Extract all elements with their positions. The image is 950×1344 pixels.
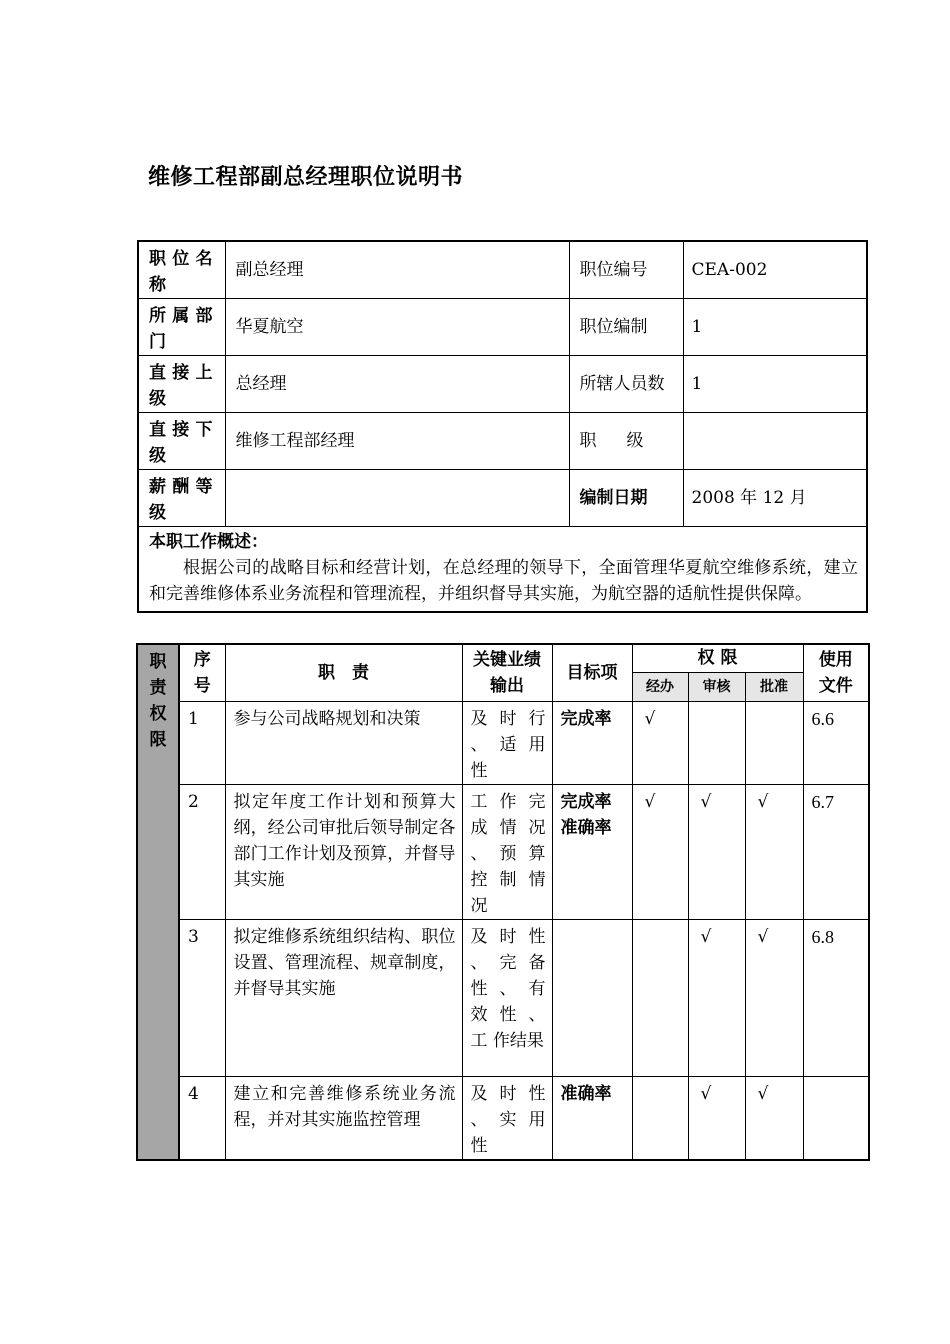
position-name-value: 副总经理 (225, 241, 569, 299)
position-name-label: 职位名称 (138, 241, 225, 299)
table-row (137, 1076, 869, 1160)
grade-label: 职级 (569, 413, 683, 470)
table-row (137, 919, 869, 1076)
row-approve: √ (745, 919, 803, 1076)
header-duty: 职 责 (225, 644, 462, 701)
row-doc: 6.7 (803, 784, 869, 919)
header-review: 审核 (688, 672, 745, 701)
row-approve: √ (745, 1076, 803, 1160)
salary-value (225, 470, 569, 527)
subordinates-count-label: 所辖人员数 (569, 356, 683, 413)
headcount-value: 1 (683, 299, 867, 356)
header-authority: 权 限 (632, 644, 803, 672)
row-duty: 拟定年度工作计划和预算大纲，经公司审批后领导制定各部门工作计划及预算，并督导其实施 (225, 784, 462, 919)
summary-text: 根据公司的战略目标和经营计划，在总经理的领导下，全面管理华夏航空维修系统，建立和完善维修体系业务流程和管理流程，并组织督导其实施，为航空器的适航性提供保障。 (149, 558, 858, 604)
table-row (137, 701, 869, 784)
position-code-value: CEA-002 (683, 241, 867, 299)
job-summary (138, 527, 867, 613)
department-value: 华夏航空 (225, 299, 569, 356)
header-kpi: 关键业绩输出 (462, 644, 552, 701)
row-doc: 6.8 (803, 919, 869, 1076)
position-info-table (137, 240, 868, 613)
headcount-label: 职位编制 (569, 299, 683, 356)
subordinate-value: 维修工程部经理 (225, 413, 569, 470)
row-approve: √ (745, 784, 803, 919)
summary-label: 本职工作概述： (149, 532, 268, 552)
row-target: 完成率 (552, 701, 632, 784)
row-review (688, 701, 745, 784)
duties-side-label: 职责权限 (137, 644, 179, 1160)
header-doc: 使用文件 (803, 644, 869, 701)
row-target: 完成率准确率 (552, 784, 632, 919)
duties-table (136, 643, 870, 1161)
row-duty: 参与公司战略规划和决策 (225, 701, 462, 784)
superior-label: 直接上级 (138, 356, 225, 413)
date-value: 2008 年 12 月 (683, 470, 867, 527)
row-review: √ (688, 784, 745, 919)
row-approve (745, 701, 803, 784)
department-label: 所属部门 (138, 299, 225, 356)
row-duty: 建立和完善维修系统业务流程，并对其实施监控管理 (225, 1076, 462, 1160)
position-code-label: 职位编号 (569, 241, 683, 299)
page-title: 维修工程部副总经理职位说明书 (148, 165, 464, 190)
superior-value: 总经理 (225, 356, 569, 413)
row-seq: 3 (179, 919, 225, 1076)
row-review: √ (688, 919, 745, 1076)
salary-label: 薪酬等级 (138, 470, 225, 527)
row-kpi: 及 时 性 、 完 备 性 、 有 效 性 、 工 作结果 (462, 919, 552, 1076)
row-handle (632, 1076, 688, 1160)
row-doc: 6.6 (803, 701, 869, 784)
table-row (137, 784, 869, 919)
row-handle: √ (632, 701, 688, 784)
row-seq: 4 (179, 1076, 225, 1160)
subordinates-count-value: 1 (683, 356, 867, 413)
row-review: √ (688, 1076, 745, 1160)
subordinate-label: 直接下级 (138, 413, 225, 470)
row-handle (632, 919, 688, 1076)
row-kpi: 工 作 完 成 情 况 、 预 算 控 制 情况 (462, 784, 552, 919)
row-duty: 拟定维修系统组织结构、职位设置、管理流程、规章制度，并督导其实施 (225, 919, 462, 1076)
date-label: 编制日期 (569, 470, 683, 527)
grade-value (683, 413, 867, 470)
header-handle: 经办 (632, 672, 688, 701)
row-doc (803, 1076, 869, 1160)
header-target: 目标项 (552, 644, 632, 701)
header-approve: 批准 (745, 672, 803, 701)
row-kpi: 及 时 行 、 适 用性 (462, 701, 552, 784)
row-seq: 2 (179, 784, 225, 919)
row-handle: √ (632, 784, 688, 919)
header-seq: 序号 (179, 644, 225, 701)
row-kpi: 及 时 性 、 实 用性 (462, 1076, 552, 1160)
row-target: 准确率 (552, 1076, 632, 1160)
row-seq: 1 (179, 701, 225, 784)
row-target (552, 919, 632, 1076)
